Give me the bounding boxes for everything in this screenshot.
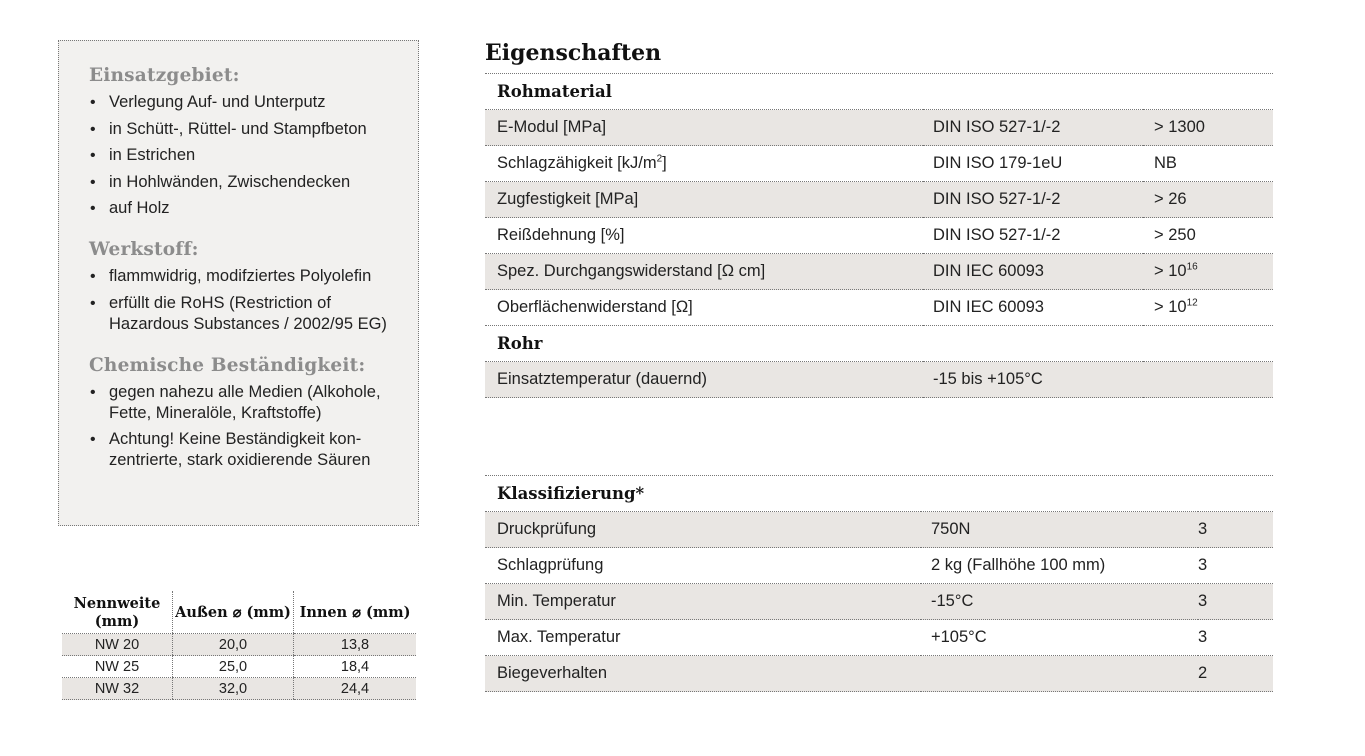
table-row (485, 656, 1273, 692)
property-value (1143, 290, 1273, 326)
table-row (485, 146, 1273, 182)
property-name-text: Schlagzähigkeit [kJ/m (497, 154, 657, 172)
column-header-nennweite: Nennweite (mm) (62, 591, 173, 634)
table-row (485, 290, 1273, 326)
table-row (485, 110, 1273, 146)
property-value: > 250 (1143, 218, 1273, 254)
table-row (485, 254, 1273, 290)
property-name: E-Modul [MPa] (485, 110, 923, 146)
class-spec: 750N (921, 512, 1198, 548)
table-cell: 20,0 (173, 634, 294, 656)
properties-panel (485, 38, 1273, 692)
section-row (485, 326, 1273, 362)
class-property: Druckprüfung (485, 512, 921, 548)
class-property: Max. Temperatur (485, 620, 921, 656)
list-item: • gegen nahezu alle Medien (Alkohole, Fette, Mineralöle, Kraftstoffe) (89, 382, 402, 424)
class-spec: 2 kg (Fallhöhe 100 mm) (921, 548, 1198, 584)
chemische-bestaendigkeit-section (89, 355, 402, 472)
table-row (485, 512, 1273, 548)
property-norm: DIN ISO 527-1/-2 (923, 218, 1143, 254)
table-row (485, 182, 1273, 218)
table-row (62, 678, 416, 700)
list-item: • erfüllt die RoHS (Restriction of Hazardous Substances / 2002/95 EG) (89, 293, 402, 335)
table-row (485, 548, 1273, 584)
table-cell: 25,0 (173, 656, 294, 678)
class-spec: +105°C (921, 620, 1198, 656)
table-cell: NW 20 (62, 634, 173, 656)
page-title: Eigenschaften (485, 38, 1273, 74)
list-item: • auf Holz (89, 198, 402, 219)
werkstoff-heading: Werkstoff: (89, 239, 199, 260)
list-item: • Achtung! Keine Beständigkeit kon- zentrierte, stark oxidierende Säuren (89, 429, 402, 471)
section-heading-klassifizierung: Klassifizierung* (485, 476, 1273, 512)
property-value: > 26 (1143, 182, 1273, 218)
class-spec (921, 656, 1198, 692)
table-cell: 18,4 (294, 656, 417, 678)
property-norm: -15 bis +105°C (923, 362, 1143, 398)
class-value: 2 (1198, 656, 1273, 692)
list-item: • flammwidrig, modifziertes Polyolefin (89, 266, 402, 287)
dimensions-table (62, 591, 416, 700)
superscript: 12 (1186, 297, 1198, 309)
table-cell: NW 25 (62, 656, 173, 678)
property-norm: DIN IEC 60093 (923, 290, 1143, 326)
class-spec: -15°C (921, 584, 1198, 620)
list-item: • in Estrichen (89, 145, 402, 166)
table-cell: NW 32 (62, 678, 173, 700)
table-cell: 32,0 (173, 678, 294, 700)
class-property: Min. Temperatur (485, 584, 921, 620)
list-item: • Verlegung Auf- und Unterputz (89, 92, 402, 113)
section-row (485, 476, 1273, 512)
table-cell: 24,4 (294, 678, 417, 700)
table-row (485, 620, 1273, 656)
table-row (485, 218, 1273, 254)
property-norm: DIN ISO 179-1eU (923, 146, 1143, 182)
property-name: Spez. Durchgangswiderstand [Ω cm] (485, 254, 923, 290)
werkstoff-list (89, 266, 402, 335)
table-row (485, 584, 1273, 620)
table-row (62, 656, 416, 678)
value-text: > 10 (1154, 262, 1187, 280)
eigenschaften-table (485, 74, 1273, 398)
table-row (62, 634, 416, 656)
property-value (1143, 362, 1273, 398)
property-name: Oberflächenwiderstand [Ω] (485, 290, 923, 326)
info-box (58, 40, 419, 526)
table-header-row (62, 591, 416, 634)
property-norm: DIN ISO 527-1/-2 (923, 110, 1143, 146)
spacer (485, 398, 1273, 476)
section-row (485, 74, 1273, 110)
property-name-end: ] (662, 154, 667, 172)
property-norm: DIN IEC 60093 (923, 254, 1143, 290)
property-name: Einsatztemperatur (dauernd) (485, 362, 923, 398)
section-heading-rohmaterial: Rohmaterial (485, 74, 1273, 110)
einsatzgebiet-section (89, 65, 402, 219)
column-header-aussen: Außen ⌀ (mm) (173, 591, 294, 634)
class-property: Biegeverhalten (485, 656, 921, 692)
superscript: 16 (1186, 261, 1198, 273)
list-item: • in Hohlwänden, Zwischendecken (89, 172, 402, 193)
werkstoff-section (89, 239, 402, 335)
property-value: > 1300 (1143, 110, 1273, 146)
class-value: 3 (1198, 584, 1273, 620)
property-value (1143, 254, 1273, 290)
einsatzgebiet-list (89, 92, 402, 219)
class-value: 3 (1198, 548, 1273, 584)
property-name: Reißdehnung [%] (485, 218, 923, 254)
property-name: Zugfestigkeit [MPa] (485, 182, 923, 218)
einsatzgebiet-heading: Einsatzgebiet: (89, 65, 240, 86)
table-cell: 13,8 (294, 634, 417, 656)
list-item: • in Schütt-, Rüttel- und Stampfbeton (89, 119, 402, 140)
class-value: 3 (1198, 620, 1273, 656)
property-value: NB (1143, 146, 1273, 182)
property-name (485, 146, 923, 182)
class-property: Schlagprüfung (485, 548, 921, 584)
property-norm: DIN ISO 527-1/-2 (923, 182, 1143, 218)
class-value: 3 (1198, 512, 1273, 548)
chemische-bestaendigkeit-heading: Chemische Beständigkeit: (89, 354, 366, 376)
superscript: 2 (656, 153, 663, 165)
chemische-bestaendigkeit-list (89, 382, 402, 472)
table-row (485, 362, 1273, 398)
klassifizierung-table (485, 476, 1273, 692)
section-heading-rohr: Rohr (485, 326, 1273, 362)
column-header-innen: Innen ⌀ (mm) (294, 591, 417, 634)
value-text: > 10 (1154, 298, 1187, 316)
